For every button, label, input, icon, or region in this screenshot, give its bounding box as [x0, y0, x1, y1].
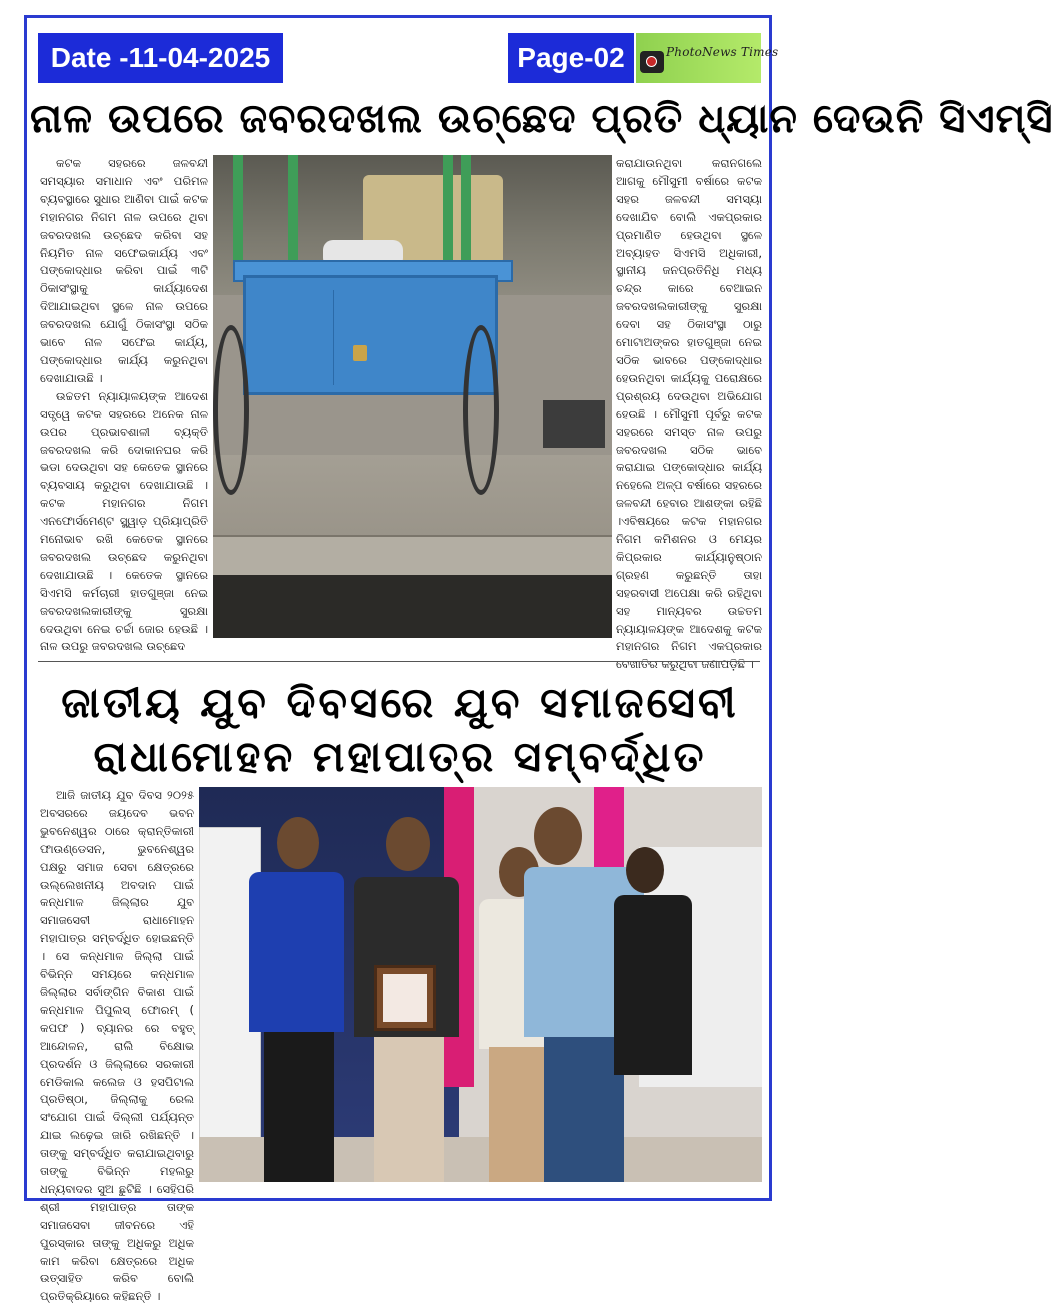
article1-paragraph-3: କରାଯାଉନଥିବା କରାନଗଲେ ଆଗକୁ ମୌସୁମୀ ବର୍ଷାରେ କଟକ ସହର ଜଳବନ୍ଦୀ ସମସ୍ୟା ଦେଖାଯିବ ବୋଲି ଏକପ୍ରକାର ପ୍ରମାଣିତ ହେଉଥିବା ସ୍ଥଳେ ଅବ୍ୟାହତ ସିଏମସି ଅଧିକାରୀ, ସ୍ଥାନୀୟ ଜନପ୍ରତିନିଧି ମଧ୍ୟ ଚନ୍ଦ୍ର କାରେ ବେଆଇନ ଜବରଦଖଲକାରୀଙ୍କୁ ସୁରକ୍ଷା ଦେବା ସହ ଠିକାସଂସ୍ଥା ଠାରୁ ମୋଟାଅଙ୍କର ହାତଗୁଞ୍ଜା ନେଇ ସଠିକ ଭାବରେ ପଙ୍କୋଦ୍ଧାର ହେଉନଥିବା କାର୍ଯ୍ୟକୁ ପରୋକ୍ଷରେ ପ୍ରଶ୍ରୟ ଦେଉଥିବା ଅଭିଯୋଗ ହେଉଛି । ମୌସୁମୀ ପୂର୍ବରୁ କଟକ ସହରରେ ସମସ୍ତ ନାଳ ଉପରୁ ଜବରଦଖଲ ସଠିକ ଭାବେ କରାଯାଇ ପଙ୍କୋଦ୍ଧାର କାର୍ଯ୍ୟ ନହେଲେ ଅଳ୍ପ ବର୍ଷାରେ ସହରରେ ଜଳବନ୍ଦୀ ହେବାର ଆଶଙ୍କା ରହିଛି ।ଏବିଷୟରେ କଟକ ମହାନଗର ନିଗମ କମିଶନର ଓ ମେୟର କିପ୍ରକାର କାର୍ଯ୍ୟାନୁଷ୍ଠାନ ଗ୍ରହଣ କରୁଛନ୍ତି ତାହା ସହରବାସୀ ଅପେକ୍ଷା କରି ରହିଥିବା ସହ ମାନ୍ୟବର ଉଚ୍ଚତମ ନ୍ୟାୟାଳୟଙ୍କ ଆଦେଶକୁ କଟକ ମହାନଗର ନିଗମ ଏକପ୍ରକାର ବେଖାତିର କରୁଥିବା ଜଣାପଡ଼ିଛି । — [616, 156, 762, 672]
article2-headline-line1: ଜାତୀୟ ଯୁବ ଦିବସରେ ଯୁବ ସମାଜସେବୀ — [61, 678, 739, 727]
section-divider — [38, 661, 760, 662]
padlock-icon — [353, 345, 367, 361]
article1-paragraph-2: ଉଚ୍ଚତମ ନ୍ୟାୟାଳୟଙ୍କ ଆଦେଶ ସତ୍ତ୍ୱେ କଟକ ସହରରେ ଅନେକ ନାଳ ଉପର ପ୍ରଭାବଶାଳୀ ବ୍ୟକ୍ତି ଜବରଦଖଲ କରି ଦୋକାନଘର କରି ଭଡା ଦେଉଥିବା ସହ କେତେକ ସ୍ଥାନରେ ବ୍ୟବସାୟ କରୁଥିବା ଦେଖାଯାଉଛି । କଟକ ମହାନଗର ନିଗମ ଏନଫୋର୍ସମେଣ୍ଟ ସ୍କ୍ୱାଡ଼ ପ୍ରିୟାପ୍ରିତି ମନୋଭାବ ରଖି କେତେକ ସ୍ଥାନରେ ଜବରଦଖଲ ଉଚ୍ଛେଦ କରୁନଥିବା ଦେଖାଯାଉଛି । କେତେକ ସ୍ଥାନରେ ସିଏମସି କର୍ମଚାରୀ ହାତଗୁଞ୍ଜା ନେଇ ଜବରଦଖଲକାରୀଙ୍କୁ ସୁରକ୍ଷା ଦେଉଥିବା ନେଇ ଚର୍ଚ୍ଚା ଜୋର ହେଉଛି । ନାଳ ଉପରୁ ଜବରଦଖଲ ଉଚ୍ଛେଦ — [40, 388, 208, 654]
camera-icon — [640, 51, 664, 73]
page-number-label: Page-02 — [508, 33, 634, 83]
article2-headline-line2: ରାଧାମୋହନ ମହାପାତ୍ର ସମ୍ବର୍ଦ୍ଧିତ — [93, 732, 707, 781]
article1-column-right — [616, 155, 762, 672]
article2-photo-award-ceremony — [199, 787, 762, 1182]
article2-body-column — [40, 787, 194, 1304]
award-frame — [374, 965, 436, 1031]
logo-text: PhotoNews Times — [666, 45, 779, 59]
article2-paragraph: ଆଜି ଜାତୀୟ ଯୁବ ଦିବସ ୨୦୨୫ ଅବସରରେ ଜୟଦେବ ଭବନ ଭୁବନେଶ୍ୱର ଠାରେ କ୍ରାନ୍ତିକାରୀ ଫାଉଣ୍ଡେସନ, ଭୁବନେଶ୍ୱର ପକ୍ଷରୁ ସମାଜ ସେବା କ୍ଷେତ୍ରରେ ଉଲ୍ଲେଖନୀୟ ଅବଦାନ ପାଇଁ କନ୍ଧମାଳ ଜିଲ୍ଲାର ଯୁବ ସମାଜସେବୀ ରାଧାମୋହନ ମହାପାତ୍ର ସମ୍ବର୍ଦ୍ଧିତ ହୋଇଛନ୍ତି । ସେ କନ୍ଧମାଳ ଜିଲ୍ଲା ପାଇଁ ବିଭିନ୍ନ ସମୟରେ କନ୍ଧମାଳ ଜିଲ୍ଲାର ସର୍ବାଙ୍ଗିନ ବିକାଶ ପାଇଁ କନ୍ଧମାଳ ପିପୁଲସ୍ ଫୋରମ୍ ( କପଫ ) ବ୍ୟାନର ରେ ବହୁତ୍ ଆନ୍ଦୋଳନ, ରାଲି ବିକ୍ଷୋଭ ପ୍ରଦର୍ଶନ ଓ ଜିଲ୍ଲାରେ ସରକାରୀ ମେଡିକାଲ କଲେଜ ଓ ହସପିଟାଲ ପ୍ରତିଷ୍ଠା, ଜିଲ୍ଲାକୁ ରେଲ ସଂଯୋଗ ପାଇଁ ଦିଲ୍ଲୀ ପର୍ଯ୍ୟନ୍ତ ଯାଇ ଲଢ଼େଇ ଜାରି ରଖିଛନ୍ତି । ତାଙ୍କୁ ସମ୍ବର୍ଦ୍ଧିତ କରାଯାଇଥିବାରୁ ତାଙ୍କୁ ବିଭିନ୍ନ ମହଲରୁ ଧନ୍ୟବାଦର ସୁଅ ଛୁଟିଛି । ସେହିପରି ଶ୍ରୀ ମହାପାତ୍ର ତାଙ୍କ ସମାଜସେବା ଜୀବନରେ ଏହି ପୁରସ୍କାର ତାଙ୍କୁ ଅଧିକରୁ ଅଧିକ କାମ କରିବା କ୍ଷେତ୍ରରେ ଅଧିକ ଉତ୍ସାହିତ କରିବ ବୋଲି ପ୍ରତିକ୍ରିୟାରେ କହିଛନ୍ତି । — [40, 788, 194, 1304]
article1-photo-cart-on-drain — [213, 155, 612, 638]
article1-paragraph-1: କଟକ ସହରରେ ଜଳବନ୍ଦୀ ସମସ୍ୟାର ସମାଧାନ ଏବଂ ପରିମଳ ବ୍ୟବସ୍ଥାରେ ସୁଧାର ଆଣିବା ପାଇଁ କଟକ ମହାନଗର ନିଗମ ନାଳ ଉପରେ ଥିବା ଜବରଦଖଲ ଉଚ୍ଛେଦ କରିବା ସହ ନିୟମିତ ନାଳ ସଫେଇକାର୍ଯ୍ୟ ଏବଂ ପଙ୍କୋଦ୍ଧାର କରିବା ପାଇଁ ୩ଟି ଠିକାସଂସ୍ଥାକୁ କାର୍ଯ୍ୟାଦେଶ ଦିଆଯାଇଥିବା ସ୍ଥଳେ ନାଳ ଉପରେ ଜବରଦଖଲ ଯୋଗୁଁ ଠିକାସଂସ୍ଥା ସଠିକ ଭାବେ ନାଳ ସଫେଇ କାର୍ଯ୍ୟ, ପଙ୍କୋଦ୍ଧାର କାର୍ଯ୍ୟ କରୁନଥିବା ଦେଖାଯାଉଛି । — [40, 156, 208, 385]
date-label: Date -11-04-2025 — [38, 33, 283, 83]
publication-logo — [636, 33, 779, 83]
article1-headline: ନାଳ ଉପରେ ଜବରଦଖଲ ଉଚ୍ଛେଦ ପ୍ରତି ଧ୍ୟାନ ଦେଉନି ସିଏମ୍ସି — [30, 96, 1053, 142]
article1-column-left — [40, 155, 208, 654]
